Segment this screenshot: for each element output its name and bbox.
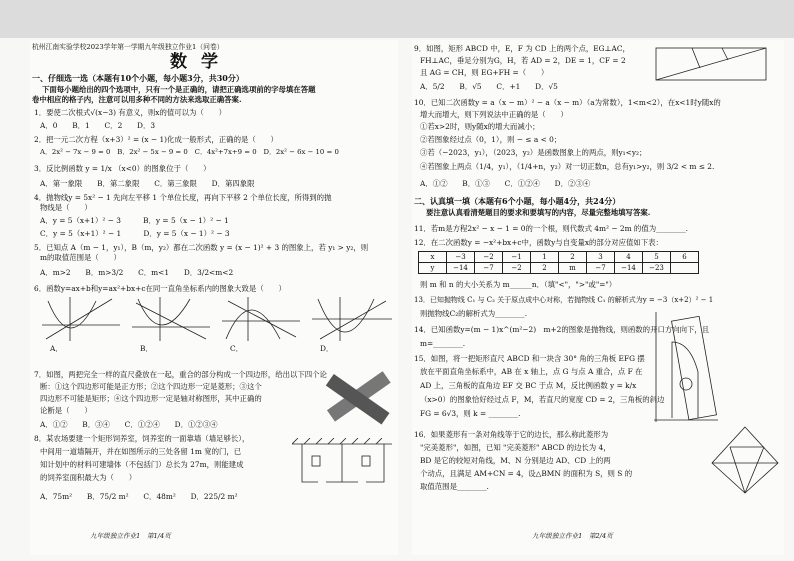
- question-10-item-3: ③若（−2023，y₁），（2023，y₂）是函数图象上的两点，则y₁<y₂；: [420, 148, 647, 157]
- table-cell: 6: [671, 252, 699, 263]
- question-8-cont: 中间用一道墙隔开，并在如图所示的三处各留 1m 宽的门，已: [40, 447, 242, 456]
- crossed-rulers-figure: [320, 370, 395, 430]
- section2-note: 要注意认真看清楚题目的要求和要填写的内容，尽量完整地填写答案.: [426, 208, 651, 217]
- question-6: 6．函数y=ax+b和y=ax²+bx+c在同一直角坐标系内的图象大致是（ ）: [34, 284, 286, 293]
- question-13-cont: 则抛物线C₂的解析式为________.: [420, 309, 528, 318]
- question-10: 10．已知二次函数y = a（x − m）² − a（x − m）（a为常数），1<m<2），在x<1时y随x的: [414, 98, 721, 107]
- question-13: 13．已知抛物线 C₁ 与 C₂ 关于原点成中心对称，若抛物线 C₁ 的解析式为y = −3（x+2）² − 1: [414, 296, 714, 304]
- table-cell: m: [559, 263, 587, 274]
- right-page: [412, 40, 784, 555]
- table-cell: −23: [643, 263, 671, 274]
- exam-header: 杭州江南实验学校2023学年第一学期九年级独立作业1（问卷）: [32, 43, 224, 51]
- question-9-cont: FH⊥AC，垂足分别为G，H，若 AD = 2，DE = 1，CF = 2: [420, 56, 626, 65]
- right-page-footer: 九年级独立作业1 第2/4页: [532, 532, 613, 540]
- question-16: 16．如果菱形有一条对角线等于它的边长，那么称此菱形为: [414, 430, 609, 439]
- question-15-cont: 放在平面直角坐标系中，AB 在 x 轴上，点 G 与点 A 重合，点 F 在: [420, 367, 643, 376]
- section1-title: 一、仔细选一选（本题有10个小题，每小题3分，共30分）: [32, 73, 244, 83]
- table-cell: 4: [615, 252, 643, 263]
- question-4: 4．抛物线y = 5x² − 1 先向左平移 1 个单位长度，再向下平移 2 个单位长度，所得到的抛: [34, 193, 332, 202]
- question-7-cont: 断：①这个四边形可能是正方形；②这个四边形一定是菱形；③这个: [40, 382, 262, 391]
- table-cell: −2: [503, 263, 531, 274]
- table-cell: −14: [615, 263, 643, 274]
- graph-label-c: C．: [230, 344, 244, 353]
- table-cell: −7: [475, 263, 503, 274]
- graph-label-b: B．: [140, 344, 153, 353]
- table-cell: −1: [503, 252, 531, 263]
- section1-note2: 卷中相应的格子内，注意可以用多种不同的方法来选取正确答案.: [32, 95, 242, 104]
- subject-title: 数学: [170, 52, 232, 72]
- question-3: 3．反比例函数 y = 1/x （x<0）的图象位于（ ）: [34, 164, 211, 173]
- question-5-cont: m的取值范围是（ ）: [40, 253, 121, 262]
- question-14: 14．已知函数y=(m − 1)x^(m²−2) m+2的图象是抛物线，则函数的开口方向向下，且: [414, 325, 710, 334]
- question-12-cont: 则 m 和 n 的大小关系为 m______n．（填"<"，">"或"="）: [420, 280, 617, 289]
- graph-label-a: A．: [50, 344, 63, 353]
- question-10-options: A．①② B．①③ C．①②④ D．②③④: [420, 179, 591, 188]
- question-16-cont4: 取值范围是________.: [420, 482, 489, 491]
- question-2-options: A．2x² − 7x − 9 = 0 B．2x² − 5x − 9 = 0 C．4x²+7x+9 = 0 D．2x² − 6x − 10 = 0: [40, 148, 339, 156]
- question-2: 2．把一元二次方程（x+3）² = (x − 1)化成一般形式，正确的是（ ）: [34, 135, 278, 144]
- question-4-cont: 物线是（ ）: [40, 203, 92, 212]
- table-cell: −14: [447, 263, 475, 274]
- question-8-options: A．75m² B．75/2 m² C．48m² D．225/2 m²: [40, 492, 238, 501]
- question-15: 15．如图，将一把矩形直尺 ABCD 和一块含 30° 角的三角板 EFG 摆: [414, 354, 645, 363]
- section2-title: 二、认真填一填（本题有6个小题，每小题4分，共24分）: [414, 196, 621, 206]
- question-9-options: A．5/2 B．√5 C．+1 D．√5: [420, 82, 558, 91]
- table-cell: [671, 263, 699, 274]
- table-cell: 1: [531, 252, 559, 263]
- question-14-cont: m=________.: [420, 339, 466, 348]
- question-15-cont2: AD 上，三角板的直角边 EF 交 BC 于点 M，反比例函数 y = k/x: [420, 381, 637, 390]
- question-15-cont4: FG = 6√3，则 k = ________.: [420, 409, 521, 418]
- question-16-cont3: 个动点，且满足 AM+CN = 4，设△BMN 的面积为 S，则 S 的: [420, 469, 633, 478]
- question-10-item-2: ②若图象经过点（0，1），则 − ≤ a < 0；: [420, 135, 562, 144]
- question-5-options: A．m>2 B．m>3/2 C．m<1 D．3/2<m<2: [40, 268, 234, 277]
- question-10-item-1: ①若x>2时，则y随x的增大而减小；: [420, 122, 540, 131]
- farm-room-figure: [292, 438, 392, 488]
- question-10-cont: 增大而增大，则下列说法中正确的是（ ）: [420, 110, 568, 119]
- value-table: [418, 251, 699, 274]
- question-5: 5．已知点 A（m − 1，y₁），B（m，y₂）都在二次函数 y = (x − 1)² + 3 的图象上，若 y₁ > y₂，则: [34, 243, 369, 252]
- question-7-cont3: 论断是（ ）: [40, 406, 92, 415]
- table-cell: 2: [559, 252, 587, 263]
- question-9: 9．如图，矩形 ABCD 中，E，F 为 CD 上的两个点，EG⊥AC，: [414, 44, 630, 53]
- question-11: 11．若m是方程2x² − x − 1 = 0的一个根，则代数式 4m² − 2m 的值为________.: [414, 224, 689, 233]
- question-6-graphs: [40, 295, 395, 345]
- left-page: [30, 40, 398, 555]
- table-cell: 5: [643, 252, 671, 263]
- question-1-options: A．0 B．1 C．2 D．3: [40, 121, 156, 130]
- question-8: 8．某农场要建一个矩形饲养室，饲养室的一面靠墙（墙足够长），: [34, 434, 250, 443]
- table-cell: y: [419, 263, 447, 274]
- graph-label-d: D．: [320, 344, 334, 353]
- table-row-x: [419, 252, 699, 263]
- table-cell: 2: [531, 263, 559, 274]
- table-cell: −3: [447, 252, 475, 263]
- question-4-options-ab: A．y = 5（x+1）² − 3 B．y = 5（x − 1）² − 1: [40, 216, 229, 225]
- graph-a: [42, 297, 120, 341]
- rhombus-figure: [710, 425, 780, 495]
- question-8-cont3: 的饲养室面积最大为（ ）: [40, 473, 137, 482]
- question-16-cont2: BD 是它的较短对角线，M、N 分别是边 AD、CD 上的两: [420, 456, 611, 465]
- table-cell: x: [419, 252, 447, 263]
- table-cell: −7: [587, 263, 615, 274]
- question-12: 12．在二次函数y = −x²+bx+c中，函数y与自变量x的部分对应值如下表：: [414, 238, 663, 247]
- question-9-cont2: 且 AG = CH，则 EG+FH =（ ）: [420, 68, 549, 77]
- question-15-cont3: （x>0）的图象恰好经过点 F，M，若直尺的宽度 CD = 2，三角板的斜边: [420, 395, 665, 404]
- question-7-cont2: 四边形不可能是矩形；④这个四边形一定是轴对称图形，其中正确的: [40, 394, 262, 403]
- question-16-cont: "完美菱形"，如图，已知 "完美菱形" ABCD 的边长为 4，: [420, 443, 611, 452]
- table-cell: 3: [587, 252, 615, 263]
- graph-c: [222, 297, 300, 341]
- table-row-y: [419, 263, 699, 274]
- ruler-triangle-figure: [650, 312, 720, 424]
- section1-note: 下面每小题给出的四个选项中，只有一个是正确的，请把正确选项前的字母填在答题: [42, 85, 316, 94]
- graph-d: [312, 297, 392, 341]
- table-cell: −2: [475, 252, 503, 263]
- question-8-cont2: 知计划中的材料可建墙体（不包括门）总长为 27m，则能建成: [40, 460, 244, 469]
- question-7: 7．如图，两把完全一样的直尺叠放在一起，重合的部分构成一个四边形，给出以下四个论: [34, 370, 327, 379]
- question-4-options-cd: C．y = 5（x+1）² − 1 D．y = 5（x − 1）² − 3: [40, 229, 230, 238]
- question-3-options: A．第一象限 B．第二象限 C．第三象限 D．第四象限: [40, 179, 255, 188]
- question-10-item-4: ④若图象上两点（1/4，y₁），（1/4+n，y₂）对一切正数n，总有y₁>y₂，则 3/2 < m ≤ 2.: [420, 162, 715, 171]
- question-7-options: A．①② B．③④ C．①②④ D．①②③④: [40, 420, 218, 429]
- question-1: 1．要使二次根式√(x−3) 有意义，则x的值可以为（ ）: [34, 108, 226, 117]
- left-page-footer: 九年级独立作业1 第1/4页: [90, 532, 171, 540]
- rectangle-abcd-figure: [652, 44, 772, 86]
- graph-b: [132, 297, 210, 341]
